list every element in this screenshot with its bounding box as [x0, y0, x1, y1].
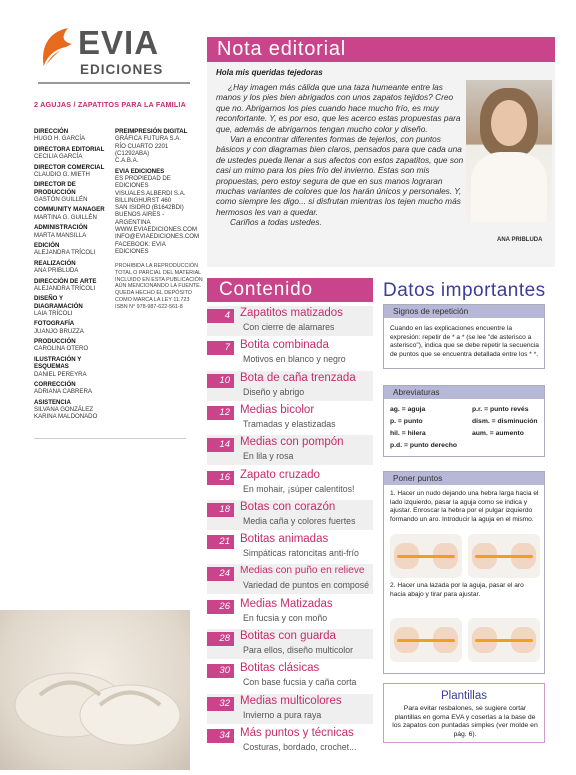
page-number: 16 — [207, 471, 234, 485]
abbr-item: p. = punto — [390, 418, 423, 425]
abbr-item: p.r. = punto revés — [472, 406, 529, 413]
credit-entry — [34, 206, 112, 221]
credit-entry — [34, 164, 112, 179]
credit-entry — [115, 128, 200, 164]
author-signature: ANA PRIBLUDA — [497, 237, 543, 243]
item-subtitle: En lila y rosa — [243, 451, 294, 462]
divider — [34, 438, 186, 439]
plantillas-title: Plantillas — [440, 690, 488, 702]
credit-role: PRODUCCIÓN — [34, 338, 76, 346]
credit-name: JUANJO BRUZZA — [34, 327, 84, 335]
datos-title: Datos importantes — [383, 280, 546, 301]
credit-role: DIRECTORA EDITORIAL — [34, 145, 105, 153]
nota-paragraph: Van a encontrar diferentes formas de tejerlos, con puntos básicos y con diagramas bien claros, pensados para que cada una de ustedes pueda llenar a sus afectos con estos zapatitos, que son casi un mimo para los pies frío del invierno. Estas son mis propuestas, pero estoy segura de que en sus manos lograran muchas variantes de colores que los harán únicos y personales. Y, como siempre les digo... si disfrutan mientras los tejen mucho más hermosos les van a quedar. — [216, 134, 464, 217]
item-title: Bota de caña trenzada — [240, 371, 356, 384]
credit-entry — [34, 278, 112, 293]
abbr-item: hil. = hilera — [390, 430, 426, 437]
page-number: 21 — [207, 535, 234, 549]
credit-role: CORRECCIÓN — [34, 381, 76, 389]
item-subtitle: Con cierre de alamares — [243, 322, 335, 332]
contents-item[interactable] — [207, 532, 373, 562]
knitted-slipper-photo — [0, 610, 190, 770]
item-subtitle: Tramadas y elastizadas — [243, 418, 336, 429]
brand-name: EVIA — [78, 24, 160, 61]
credit-role: PREIMPRESIÓN DIGITAL — [115, 128, 188, 135]
item-subtitle: Diseño y abrigo — [243, 386, 305, 397]
contents-item[interactable] — [207, 597, 373, 627]
item-subtitle: Motivos en blanco y negro — [243, 354, 346, 365]
item-subtitle: Costuras, bordado, crochet... — [243, 741, 357, 752]
item-title: Más puntos y técnicas — [240, 726, 354, 739]
credit-name: MARTINA G. GUILLÉN — [34, 213, 97, 221]
abreviaturas-head: Abreviaturas — [384, 386, 544, 399]
contents-item[interactable] — [207, 403, 373, 433]
nota-paragraph: Cariños a todas ustedes. — [230, 217, 322, 228]
credits-right — [115, 128, 200, 258]
credit-role: DISEÑO Y DIAGRAMACIÓN — [34, 295, 83, 310]
contenido-header — [207, 278, 373, 302]
item-title: Medias multicolores — [240, 694, 342, 707]
contenido-title: Contenido — [219, 279, 313, 300]
poner-puntos-box — [383, 471, 545, 674]
credit-entry — [34, 320, 112, 335]
nota-greeting: Hola mis queridas tejedoras — [216, 68, 323, 77]
credit-entry — [34, 338, 112, 353]
credit-entry — [34, 224, 112, 239]
item-title: Botitas con guarda — [240, 630, 336, 642]
contents-item[interactable] — [207, 371, 373, 401]
hand-illustration — [468, 534, 540, 578]
page-number: 18 — [207, 503, 234, 517]
abbr-item: ag. = aguja — [390, 406, 426, 413]
item-subtitle: En mohair, ¡súper calentitos! — [243, 483, 355, 494]
abbr-item: p.d. = punto derecho — [390, 442, 458, 449]
credit-name: ADRIANA CABRERA — [34, 388, 92, 396]
item-subtitle: En fucsia y con moño — [243, 612, 328, 623]
item-subtitle: Invierno a pura raya — [243, 709, 322, 720]
evia-logo — [38, 22, 178, 88]
page-number: 7 — [207, 341, 234, 355]
credit-role: DIRECTOR DE PRODUCCIÓN — [34, 181, 76, 196]
contents-item[interactable] — [207, 661, 373, 691]
repeticion-head: Signos de repetición — [384, 305, 544, 318]
item-subtitle: Media caña y colores fuertes — [243, 515, 356, 526]
credit-name: ALEJANDRA TRÍCOLI — [34, 284, 96, 292]
credit-entry — [34, 128, 112, 143]
plantillas-text: Para evitar resbalones, se sugiere cortar plantillas en goma EVA y coserlas a la base de los zapatos con puntadas simples (ver molde en pág. 6). — [392, 705, 538, 738]
contents-item[interactable] — [207, 726, 373, 756]
legal-text: PROHIBIDA LA REPRODUCCIÓN TOTAL O PARCIAL DEL MATERIAL INCLUIDO EN ESTA PUBLICACIÓN AÚN MENCIONANDO LA FUENTE. QUEDA HECHO EL DEPÓSITO COMO MARCA LA LEY 11.723 ISBN N° 978-987-622-561-8 — [115, 263, 203, 310]
item-title: Medias Matizadas — [240, 597, 333, 610]
nota-body — [216, 82, 466, 228]
abreviaturas-box — [383, 385, 545, 457]
credit-entry — [34, 295, 112, 317]
credit-name: GASTÓN GUILLÉN — [34, 195, 88, 203]
poner-step1: 1. Hacer un nudo dejando una hebra larga hacia el lado izquierdo, pasar la aguja como se indica y ajustar. Enroscar la hebra por el pulgar izquierdo formando un aro. Introducir la aguja en el mismo. — [390, 490, 539, 523]
credit-role: DIRECTOR COMERCIAL — [34, 163, 105, 171]
page-number: 4 — [207, 309, 234, 323]
contents-item[interactable] — [207, 435, 373, 465]
page-number: 32 — [207, 697, 234, 711]
credits-left — [34, 128, 112, 424]
plantillas-box — [383, 683, 545, 743]
credit-name: DANIEL PEREYRA — [34, 370, 87, 378]
page-number: 26 — [207, 600, 234, 614]
credit-role: REALIZACIÓN — [34, 259, 76, 267]
page-number: 24 — [207, 567, 234, 581]
abbr-item: aum. = aumento — [472, 430, 524, 437]
item-subtitle: Variedad de puntos en composé — [243, 580, 370, 591]
credit-name: MARTA MANSILLA — [34, 231, 87, 239]
brand-sub: EDICIONES — [80, 62, 164, 77]
section-label: 2 AGUJAS / ZAPATITOS PARA LA FAMILIA — [34, 100, 187, 109]
hand-illustration — [390, 534, 462, 578]
poner-step2: 2. Hacer una lazada por la aguja, pasar el aro hacia abajo y tirar para ajustar. — [390, 582, 524, 598]
contents-list — [207, 302, 373, 762]
page-number: 12 — [207, 406, 234, 420]
item-title: Botas con corazón — [240, 500, 336, 513]
credit-role: FOTOGRAFÍA — [34, 320, 75, 328]
logo-rule — [38, 82, 190, 84]
credit-entry — [34, 399, 112, 421]
nota-editorial-header — [207, 37, 555, 62]
item-subtitle: Para ellos, diseño multicolor — [243, 645, 354, 655]
credit-role: EVIA EDICIONES — [115, 167, 165, 175]
credit-name: GRÁFICA FUTURA S.A. RÍO CUARTO 2201 (C1292ABA) C.A.B.A. — [115, 135, 182, 165]
item-title: Zapatitos matizados — [240, 307, 343, 319]
nota-title: Nota editorial — [217, 38, 347, 60]
contents-item[interactable] — [207, 306, 373, 336]
credit-entry — [34, 356, 112, 378]
item-title: Medias con pompón — [240, 436, 344, 449]
contents-item[interactable] — [207, 338, 373, 368]
credit-role: ASISTENCIA — [34, 398, 71, 406]
credit-entry — [34, 260, 112, 275]
item-subtitle: Con base fucsia y caña corta — [243, 677, 357, 688]
credit-name: ALEJANDRA TRÍCOLI — [34, 249, 96, 257]
credit-name: CLAUDIO G. MIETH — [34, 170, 90, 178]
hand-illustration — [390, 618, 462, 662]
item-title: Medias con puño en relieve — [240, 565, 365, 577]
page-number: 34 — [207, 729, 234, 743]
item-title: Botita combinada — [240, 339, 329, 352]
repeticion-text: Cuando en las explicaciones encuentre la expresión: repetir de * a * (se lee "de asterisco a asterisco"), indica que se debe repetir la secuencia de puntos que se encuentra detallada entre los * *. — [390, 325, 539, 358]
credit-entry — [34, 381, 112, 396]
poner-head: Poner puntos — [384, 472, 544, 485]
item-title: Botitas clásicas — [240, 662, 320, 675]
page-number: 10 — [207, 374, 234, 388]
contents-item[interactable] — [207, 500, 373, 530]
credit-entry — [34, 242, 112, 257]
credit-name: ANA PRIBLUDA — [34, 267, 79, 275]
contents-item[interactable] — [207, 468, 373, 498]
credit-entry — [34, 146, 112, 161]
credit-name: CECILIA GARCÍA — [34, 153, 83, 161]
credit-name: ES PROPIEDAD DE EDICIONES VISUALES ALBERDI S.A. BILLINGHURST 460 SAN ISIDRO (B1642BDI) BUENOS AIRES - ARGENTINA WWW.EVIAEDICIONES.COM INFO@EVIAEDICIONES.COM FACEBOOK: EVIA EDICIONES — [115, 174, 200, 255]
credit-entry — [34, 181, 112, 203]
credit-role: EDICIÓN — [34, 241, 60, 249]
item-subtitle: Simpáticas ratoncitas anti-frío — [243, 548, 359, 559]
item-title: Zapato cruzado — [240, 468, 320, 481]
credit-name: HUGO H. GARCÍA — [34, 135, 86, 143]
repeticion-box — [383, 304, 545, 369]
evia-leaf-icon — [38, 26, 74, 74]
item-title: Medias bicolor — [240, 403, 315, 416]
contents-item[interactable] — [207, 629, 373, 659]
credit-name: LAIA TRÍCOLI — [34, 309, 73, 317]
credit-role: COMMUNITY MANAGER — [34, 206, 105, 214]
credit-role: DIRECCIÓN DE ARTE — [34, 277, 97, 285]
credit-role: ILUSTRACIÓN Y ESQUEMAS — [34, 355, 82, 371]
contents-item[interactable] — [207, 694, 373, 724]
credit-role: ADMINISTRACIÓN — [34, 224, 88, 232]
hand-illustration — [468, 618, 540, 662]
page-number: 30 — [207, 664, 234, 678]
item-title: Botitas animadas — [240, 533, 329, 546]
author-portrait — [466, 80, 552, 222]
credit-entry — [115, 168, 200, 256]
slipper-illustration — [0, 610, 190, 770]
credit-name: SILVANA GONZÁLEZ KARINA MALDONADO — [34, 406, 98, 421]
page-number: 28 — [207, 632, 234, 646]
credit-name: CAROLINA OTERO — [34, 345, 89, 353]
credit-role: DIRECCIÓN — [34, 128, 69, 135]
abbr-item: dism. = disminución — [472, 418, 538, 425]
page-number: 14 — [207, 438, 234, 452]
nota-paragraph: ¿Hay imagen más cálida que una taza humeante entre las manos y los pies bien abrigados con unos zapatos tejidos? Creo que no. Abrigarnos los pies cuando hace mucho frío, es muy reconfortante. Y, es por eso, que les acerco estas propuestas para que, además de abrigarnos tengan mucho color y diseño. — [216, 82, 461, 134]
contents-item[interactable] — [207, 564, 373, 594]
